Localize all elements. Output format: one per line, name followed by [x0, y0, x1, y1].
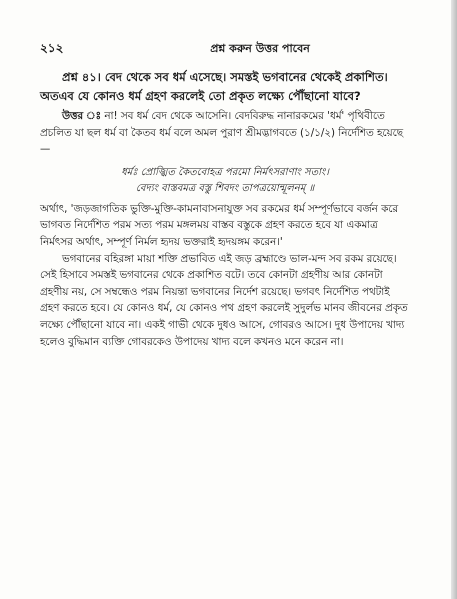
answer-label: উত্তর ঃ	[62, 110, 102, 122]
answer-paragraph	[40, 108, 410, 158]
question-text: প্রশ্ন ৪১। বেদ থেকে সব ধর্ম এসেছে। সমস্তই ভগবানের থেকেই প্রকাশিত। অতএব যে কোনও ধর্ম গ্রহণ করলেই তো প্রকৃত লক্ষ্যে পৌঁছানো যাবে?	[40, 70, 392, 103]
answer-text: না! সব ধর্ম বেদ থেকে আসেনি। বেদবিরুদ্ধ নানারকমের 'ধর্ম' পৃথিবীতে প্রচলিত যা ছল ধর্ম বা কৈতব ধর্ম বলে অমল পুরাণ শ্রীমদ্ভাগবতে (১/১/২) নির্দেশিত হয়েছে—	[40, 110, 403, 156]
sanskrit-verse	[40, 165, 410, 197]
scan-edge-shadow	[451, 0, 457, 599]
translation-paragraph: অর্থাৎ, 'জড়জাগতিক ভুক্তি-মুক্তি-কামনাবাসনাযুক্ত সব রকমের ধর্ম সম্পূর্ণভাবে বর্জন করে ভাগবত নির্দেশিত পরম সত্য পরম মঙ্গলময় বাস্তব বস্তুকে গ্রহণ করতে হবে যা একমাত্র নির্মৎসর অর্থাৎ, সম্পূর্ণ নির্মল হৃদয় ভক্তরাই হৃদয়ঙ্গম করেন।'	[40, 202, 402, 248]
verse-line-2: বেদ্যং বাস্তবমত্র বস্তু শিবদং তাপত্রয়োন্মূলনম্ ॥	[135, 182, 315, 194]
page-header	[40, 40, 410, 56]
verse-line-1: ধর্মঃ প্রোজ্ঝিত কৈতবোহত্র পরমো নির্মৎসরাণাং সতাং।	[121, 166, 329, 178]
explanation-paragraph: ভগবানের বহিরঙ্গা মায়া শক্তি প্রভাবিত এই জড় ব্রহ্মাণ্ডে ভাল-মন্দ সব রকম রয়েছে। সেই হিসাবে সমস্তই ভগবানের থেকে প্রকাশিত বটে। তবে কোনটা গ্রহণীয় আর কোনটা গ্রহণীয় নয়, সে সম্বন্ধেও পরম নিয়ন্তা ভগবানের নির্দেশ রয়েছে। ভগবৎ নির্দেশিত পথটাই গ্রহণ করতে হবে। যে কোনও ধর্ম, যে কোনও পথ গ্রহণ করলেই সুদুর্লভ মানব জীবনের প্রকৃত লক্ষ্যে পৌঁছানো যাবে না। একই গাভী থেকে দুধও আসে, গোবরও আসে। দুধ উপাদেয় খাদ্য হলেও বুদ্ধিমান ব্যক্তি গোবরকেও উপাদেয় খাদ্য বলে কখনও মনে করেন না।	[40, 252, 411, 348]
page-content	[40, 68, 410, 350]
running-title: প্রশ্ন করুন উত্তর পাবেন	[210, 42, 310, 55]
page-number: ২১২	[40, 41, 64, 55]
